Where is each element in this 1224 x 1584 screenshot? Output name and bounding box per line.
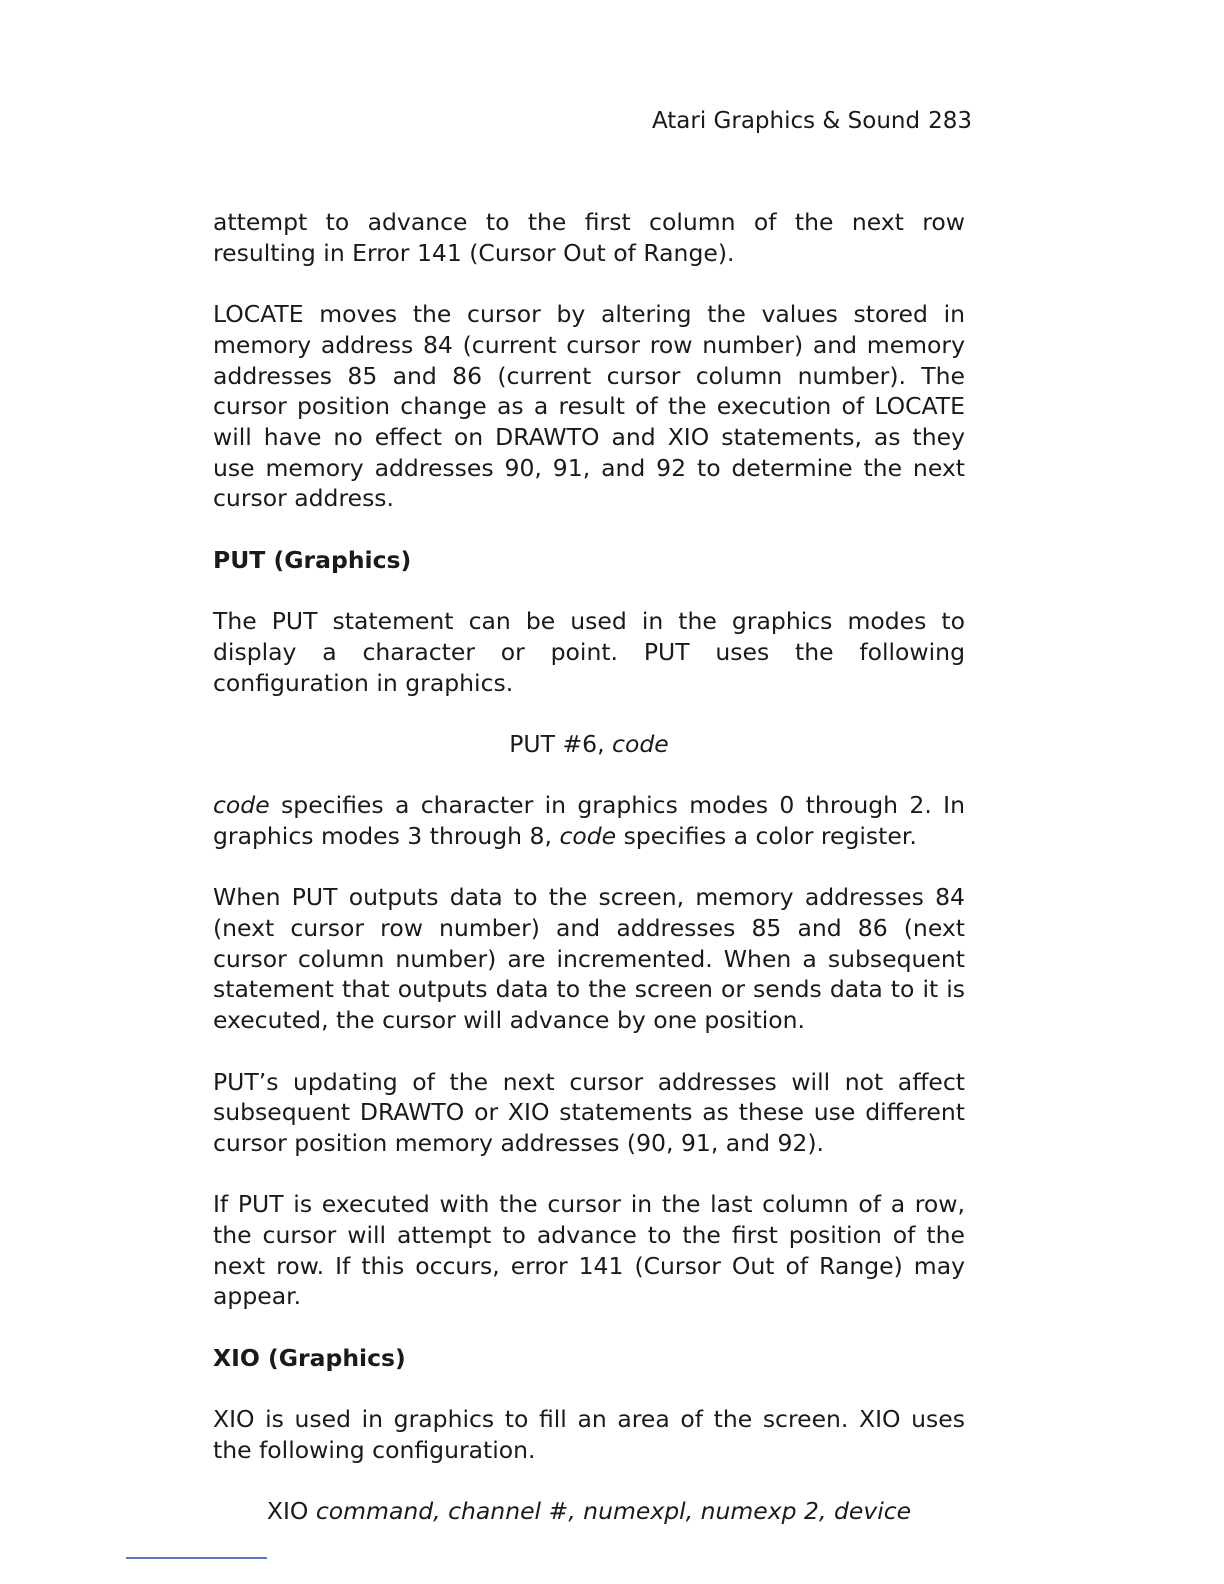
xio-syntax (213, 1496, 965, 1527)
xio-syntax-keyword: XIO (266, 1497, 309, 1526)
code-explanation-text-1: specifies a character in graphics modes 0 through 2. In graphics modes 3 through 8, (213, 791, 965, 850)
running-title: Atari Graphics & Sound (651, 108, 921, 134)
section-heading-xio: XIO (Graphics) (213, 1343, 406, 1372)
footer-rule (126, 1557, 267, 1559)
paragraph-code-explanation (213, 790, 965, 851)
code-explanation-text-2: specifies a color register. (623, 821, 917, 850)
xio-syntax-arguments: command, channel #, numexpl, numexp 2, device (315, 1497, 912, 1526)
page-body (213, 207, 965, 1527)
paragraph-put-last-column: If PUT is executed with the cursor in the last column of a row, the cursor will attempt to advance to the first position of the next row. If this occurs, error 141 (Cursor Out of Range) may appear. (213, 1190, 965, 1311)
put-syntax-keyword: PUT #6, (509, 729, 605, 758)
page-number: 283 (928, 108, 972, 134)
paragraph-put-updating: PUT’s updating of the next cursor addresses will not affect subsequent DRAWTO or XIO statements as these use different cursor position memory addresses (90, 91, and 92). (213, 1067, 965, 1157)
paragraph-error-141: attempt to advance to the first column of the next row resulting in Error 141 (Cursor Out of Range). (213, 208, 965, 267)
put-syntax-argument: code (612, 729, 669, 758)
paragraph-xio-intro: XIO is used in graphics to fill an area of the screen. XIO uses the following configuration. (213, 1405, 965, 1464)
code-term-1: code (213, 791, 270, 820)
paragraph-locate: LOCATE moves the cursor by altering the values stored in memory address 84 (current cursor row number) and memory addresses 85 and 86 (current cursor column number). The cursor position change as a result of the execution of LOCATE will have no effect on DRAWTO and XIO statements, as they use memory addresses 90, 91, and 92 to determine the next cursor address. (213, 300, 965, 513)
put-syntax (213, 729, 965, 760)
running-header (652, 106, 972, 136)
paragraph-put-output: When PUT outputs data to the screen, memory addresses 84 (next cursor row number) and addresses 85 and 86 (next cursor column number) are incremented. When a subsequent statement that outputs data to the screen or sends data to it is executed, the cursor will advance by one position. (213, 883, 965, 1035)
paragraph-put-intro: The PUT statement can be used in the graphics modes to display a character or point. PUT uses the following configuration in graphics. (213, 607, 965, 697)
section-heading-put: PUT (Graphics) (213, 545, 412, 574)
code-term-2: code (559, 821, 617, 850)
